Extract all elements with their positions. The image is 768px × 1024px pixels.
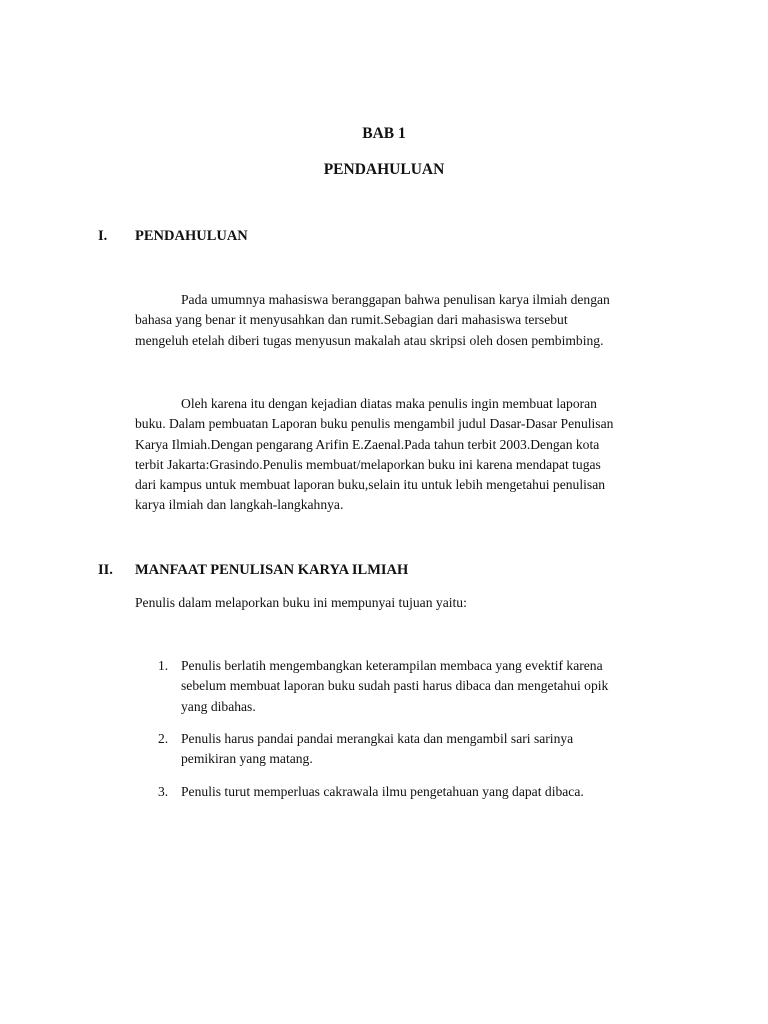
list-item-text <box>181 729 651 770</box>
chapter-number: BAB 1 <box>362 125 406 142</box>
section-2-title: MANFAAT PENULISAN KARYA ILMIAH <box>135 562 409 578</box>
chapter-title: PENDAHULUAN <box>323 161 445 178</box>
section-1-title: PENDAHULUAN <box>135 228 248 244</box>
paragraph-1-line: mengeluh etelah diberi tugas menyusun makalah atau skripsi oleh dosen pembimbing. <box>135 332 604 348</box>
list-item-text <box>181 656 651 717</box>
section-1-number: I. <box>98 228 108 244</box>
list-item-number: 1. <box>158 658 169 673</box>
section-2-intro-text: Penulis dalam melaporkan buku ini mempunyai tujuan yaitu: <box>135 595 467 610</box>
list-item-line: yang dibahas. <box>181 698 256 714</box>
paragraph-1 <box>135 290 665 351</box>
list-item-text <box>181 782 651 802</box>
list-item-number: 2. <box>158 731 169 746</box>
section-2-intro <box>135 593 665 613</box>
paragraph-2-line: karya ilmiah dan langkah-langkahnya. <box>135 497 344 513</box>
paragraph-2-line: terbit Jakarta:Grasindo.Penulis membuat/melaporkan buku ini karena mendapat tugas <box>135 456 601 472</box>
paragraph-2-line: dari kampus untuk membuat laporan buku,selain itu untuk lebih mengetahui penulisan <box>135 477 606 493</box>
list-item-line: sebelum membuat laporan buku sudah pasti harus dibaca dan mengetahui opik <box>181 678 609 694</box>
list-item-line: Penulis turut memperluas cakrawala ilmu pengetahuan yang dapat dibaca. <box>181 784 584 799</box>
paragraph-1-line: Pada umumnya mahasiswa beranggapan bahwa penulisan karya ilmiah dengan <box>181 292 610 307</box>
list-item-line: pemikiran yang matang. <box>181 751 313 767</box>
paragraph-2 <box>135 394 665 516</box>
paragraph-2-line: buku. Dalam pembuatan Laporan buku penulis mengambil judul Dasar-Dasar Penulisan <box>135 416 614 432</box>
paragraph-1-line: bahasa yang benar it menyusahkan dan rumit.Sebagian dari mahasiswa tersebut <box>135 312 568 328</box>
list-item-line: Penulis berlatih mengembangkan keterampilan membaca yang evektif karena <box>181 658 603 673</box>
paragraph-2-line: Oleh karena itu dengan kejadian diatas maka penulis ingin membuat laporan <box>181 396 597 411</box>
section-2-number: II. <box>98 562 113 578</box>
paragraph-2-line: Karya Ilmiah.Dengan pengarang Arifin E.Zaenal.Pada tahun terbit 2003.Dengan kota <box>135 436 600 452</box>
list-item-line: Penulis harus pandai pandai merangkai kata dan mengambil sari sarinya <box>181 731 574 746</box>
list-item-number: 3. <box>158 784 169 799</box>
